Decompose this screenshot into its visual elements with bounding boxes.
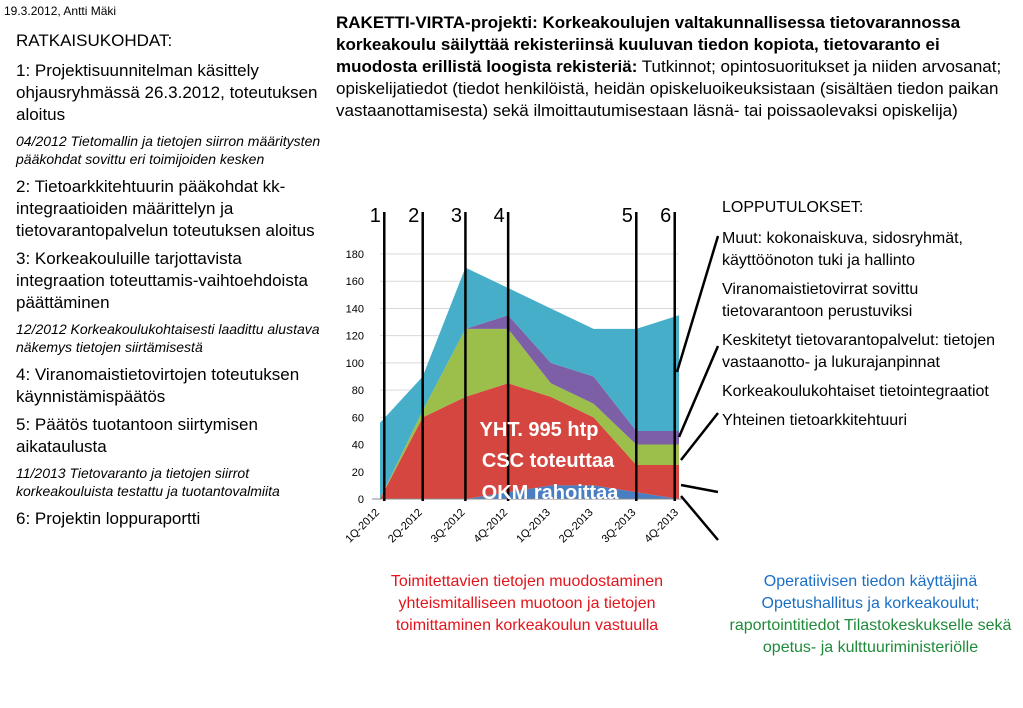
y-tick-label: 140 <box>345 303 364 316</box>
x-tick-label: 2Q-2012 <box>386 506 425 546</box>
chart-overlay-text <box>480 419 620 504</box>
milestone-label-1: 1 <box>369 205 381 227</box>
decision-item-2: 2: Tietoarkkitehtuurin pääkohdat kk-integraatioiden määrittelyn ja tietovarantopalvelun toteutuksen aloitus <box>16 177 315 240</box>
y-tick-label: 120 <box>345 330 364 343</box>
result-item-central-services: Keskitetyt tietovarantopalvelut: tietojen vastaanotto- ja lukurajanpinnat <box>722 332 996 371</box>
result-pointer-lines <box>677 236 718 540</box>
result-item-other: Muut: kokonaiskuva, sidosryhmät, käyttöönoton tuki ja hallinto <box>722 230 963 269</box>
milestone-label-6: 6 <box>660 205 672 227</box>
decision-item-6: 6: Projektin loppuraportti <box>16 509 201 528</box>
decision-note-3: 12/2012 Korkeakoulukohtaisesti laadittu alustava näkemys tietojen siirtämisestä <box>16 321 320 355</box>
decision-points-heading: RATKAISUKOHDAT: <box>16 31 173 50</box>
y-tick-label: 60 <box>351 412 364 425</box>
overlay-okm: OKM rahoittaa <box>481 482 619 504</box>
result-item-architecture: Yhteinen tietoarkkitehtuuri <box>722 412 907 429</box>
project-intro-text: Tutkinnot; opintosuoritukset ja niiden arvosanat; opiskelijatiedot (tiedot henkilöistä, heidän opiskeluoikeuksistaan (sisältäen tiedon paikan vastaanottamisesta) sekä ilmoittautumisestaan läsnä- tai poissaolevaksi opiskelija) <box>336 57 1002 120</box>
x-tick-label: 3Q-2013 <box>599 506 639 546</box>
bottom-red-note: Toimitettavien tietojen muodostaminen yhteismitalliseen muotoon ja tietojen toimittaminen korkeakoulun vastuulla <box>390 573 664 634</box>
y-tick-label: 100 <box>345 357 364 370</box>
milestone-label-2: 2 <box>408 205 420 227</box>
decision-item-5: 5: Päätös tuotantoon siirtymisen aikataulusta <box>16 415 258 456</box>
y-tick-label: 180 <box>345 249 364 261</box>
decision-note-5: 11/2013 Tietovaranto ja tietojen siirrot korkeakouluista testattu ja tuotantovalmiita <box>16 465 280 499</box>
overlay-total: YHT. 995 htp <box>479 419 599 441</box>
bottom-users-note <box>718 571 1023 659</box>
x-tick-label: 4Q-2013 <box>642 506 682 546</box>
decision-item-3: 3: Korkeakouluille tarjottavista integraation toteuttamis-vaihtoehdoista päättäminen <box>16 249 309 312</box>
x-tick-label: 1Q-2012 <box>343 506 383 546</box>
results-heading: LOPPUTULOKSET: <box>722 199 864 216</box>
pointer-architecture <box>681 496 718 540</box>
pointer-integrations <box>681 485 718 492</box>
x-tick-label: 4Q-2012 <box>471 506 511 546</box>
y-tick-label: 80 <box>351 385 364 398</box>
y-tick-label: 40 <box>351 439 364 452</box>
bottom-blue-text: Operatiivisen tiedon käyttäjinä Opetushallitus ja korkeakoulut; <box>761 573 980 612</box>
x-tick-label: 3Q-2012 <box>428 506 468 546</box>
decision-item-4: 4: Viranomaistietovirtojen toteutuksen käynnistämispäätös <box>16 365 300 406</box>
x-tick-label: 1Q-2013 <box>514 506 553 546</box>
bottom-green-text: raportointitiedot Tilastokeskukselle sekä opetus- ja kulttuuriministeriölle <box>729 617 1012 656</box>
pointer-authority-flows <box>679 346 718 437</box>
pointer-other <box>677 236 718 372</box>
milestone-label-3: 3 <box>450 205 462 227</box>
x-tick-label: 2Q-2013 <box>556 506 596 546</box>
result-item-authority-flows: Viranomaistietovirrat sovittu tietovarantoon perustuviksi <box>722 281 919 320</box>
result-item-integrations: Korkeakoulukohtaiset tietointegraatiot <box>722 383 989 400</box>
project-intro-bold: RAKETTI-VIRTA-projekti: Korkeakoulujen valtakunnallisessa tietovarannossa korkeakoulu säilyttää rekisteriinsä kuuluvan tiedon kopiota, tietovaranto ei muodosta erillistä loogista rekisteriä: <box>336 13 961 76</box>
y-tick-label: 0 <box>357 494 364 506</box>
milestone-label-5: 5 <box>621 205 633 227</box>
date-author: 19.3.2012, Antti Mäki <box>4 4 117 18</box>
decision-item-1: 1: Projektisuunnitelman käsittely ohjausryhmässä 26.3.2012, toteutuksen aloitus <box>16 61 318 124</box>
milestone-label-4: 4 <box>493 205 505 227</box>
overlay-csc: CSC toteuttaa <box>481 450 615 472</box>
y-tick-label: 20 <box>351 466 364 479</box>
decision-note-1: 04/2012 Tietomallin ja tietojen siirron määritysten pääkohdat sovittu eri toimijoiden kesken <box>16 133 321 167</box>
y-tick-label: 160 <box>345 276 364 289</box>
